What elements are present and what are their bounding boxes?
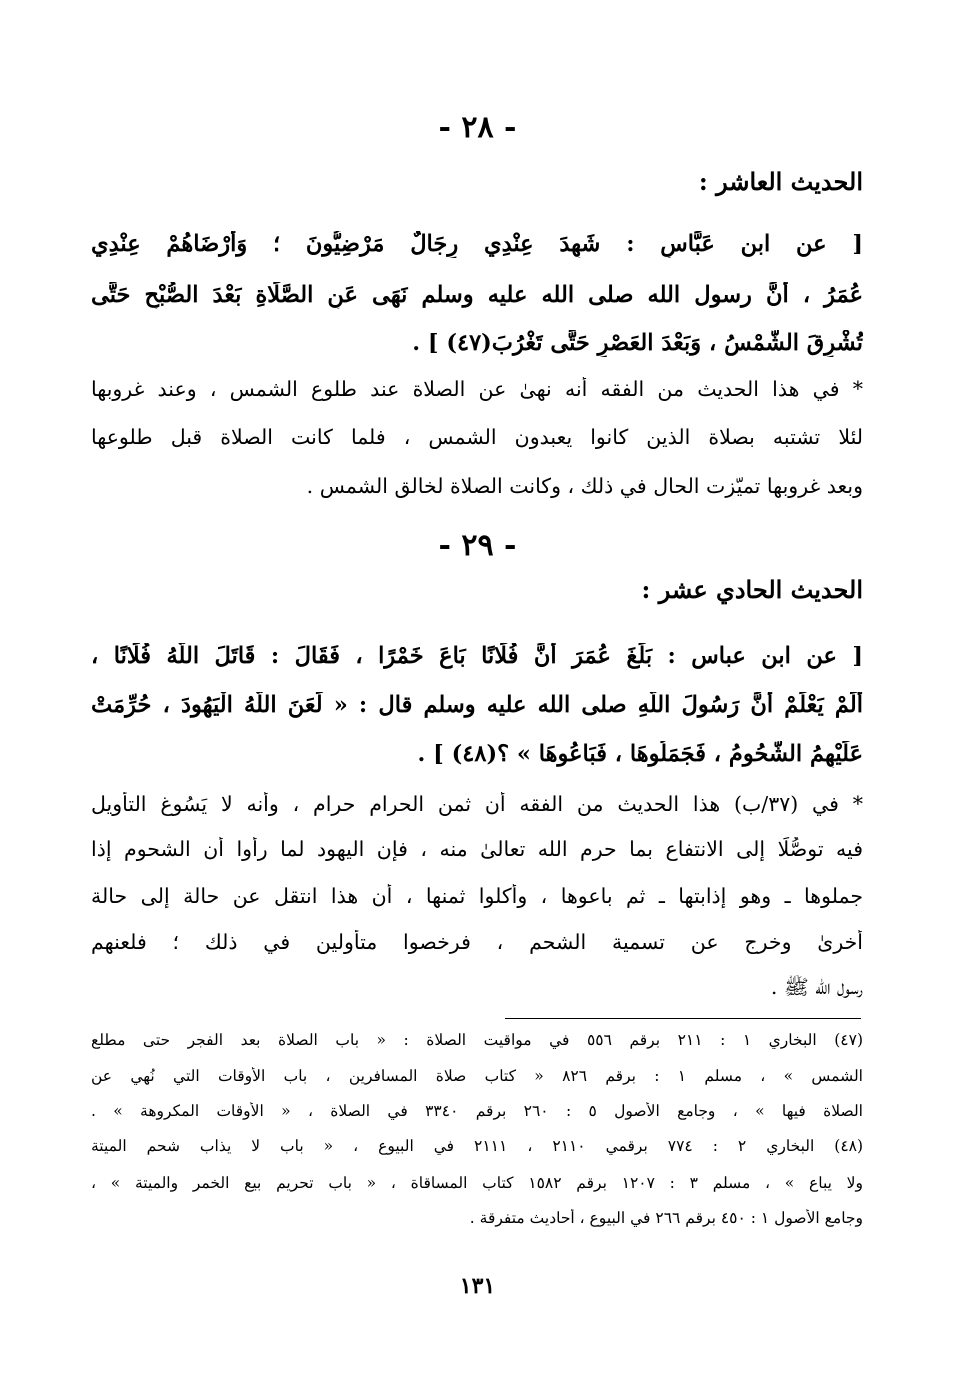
hadith-text-line: عُمَرُ ، أَنَّ رسول الله صلى الله عليه وسلم نَهَى عَنِ الصَّلَاةِ بَعْدَ الصُّبْحِ حَتَّى [91,282,863,308]
footnote-line: الشمس » ، مسلم ١ : برقم ٨٢٦ « كتاب صلاة المسافرين ، باب الأوقات التي نُهي عن [91,1067,863,1085]
footnote-line: الصلاة فيها » ، وجامع الأصول ٥ : ٢٦٠ برقم ٣٣٤٠ في الصلاة ، « الأوقات المكروهة » . [91,1102,863,1120]
commentary-line: رسول الله ﷺ . [770,975,863,999]
commentary-line: وبعد غروبها تميّزت الحال في ذلك ، وكانت الصلاة لخالق الشمس . [306,474,863,498]
hadith-text-line: أَلَمْ يَعْلَمْ أَنَّ رَسُولَ اللَّهِ صلى الله عليه وسلم قال : « لَعَنَ اللَّهُ الْيَهُودَ ، حُرِّمَتْ [91,692,863,718]
hadith-number: - ٢٩ - [438,528,517,563]
hadith-number: - ٢٨ - [438,110,517,145]
footnote-line: (٤٧) البخاري ١ : ٢١١ برقم ٥٥٦ في مواقيت الصلاة : « باب الصلاة بعد الفجر حتى مطلع [91,1031,863,1049]
commentary-line: أخرىٰ وخرج عن تسمية الشحم ، فرخصوا متأولين في ذلك ؛ فلعنهم [91,930,863,954]
hadith-text-line: [ عن ابن عَبَّاسٍ : شَهِدَ عِنْدِي رِجَالٌ مَرْضِيُّونَ ؛ وَأَرْضَاهُمْ عِنْدِي [91,231,863,257]
hadith-heading: الحديث الحادي عشر : [641,576,863,604]
hadith-heading: الحديث العاشر : [698,168,863,196]
page-number: ١٣١ [459,1273,496,1299]
hadith-text-line: [ عن ابن عباس : بَلَغَ عُمَرَ أَنَّ فُلَانًا بَاعَ خَمْرًا ، فَقَالَ : قَاتَلَ اللَّهُ فُلَانًا ، [91,643,863,669]
commentary-line: جملوها ـ وهو إذابتها ـ ثم باعوها ، وأكلوا ثمنها ، أن هذا انتقل عن حالة إلى حالة [91,884,863,908]
commentary-line: * في هذا الحديث من الفقه أنه نهىٰ عن الصلاة عند طلوع الشمس ، وعند غروبها [91,377,863,401]
footnote-line: وجامع الأصول ١ : ٤٥٠ برقم ٢٦٦ في البيوع ، أحاديث متفرقة . [469,1209,863,1227]
commentary-line: فيه توصُّلًا إلى الانتفاع بما حرم الله تعالىٰ منه ، فإن اليهود لما رأوا أن الشحوم إذا [91,837,863,861]
footnote-line: ولا يباع » ، مسلم ٣ : ١٢٠٧ برقم ١٥٨٢ كتاب المساقاة ، « باب تحريم بيع الخمر والميتة » ، [91,1174,863,1192]
hadith-text-line: تُشْرِقَ الشَّمْسُ ، وَبَعْدَ العَصْرِ حَتَّى تَغْرُبَ(٤٧) ] . [412,330,863,356]
footnote-separator [505,1018,861,1019]
footnote-line: (٤٨) البخاري ٢ : ٧٧٤ برقمي ٢١١٠ ، ٢١١١ في البيوع ، « باب لا يذاب شحم الميتة [91,1137,863,1155]
commentary-line: لئلا تشتبه بصلاة الذين كانوا يعبدون الشمس ، فلما كانت الصلاة قبل طلوعها [91,425,863,449]
commentary-line: * في (٣٧/ب) هذا الحديث من الفقه أن ثمن الحرام حرام ، وأنه لا يَسُوغ التأويل [91,792,863,816]
hadith-text-line: عَلَيْهِمُ الشُّحُومُ ، فَجَمَلُوهَا ، فَبَاعُوهَا » ؟(٤٨) ] . [417,741,863,767]
